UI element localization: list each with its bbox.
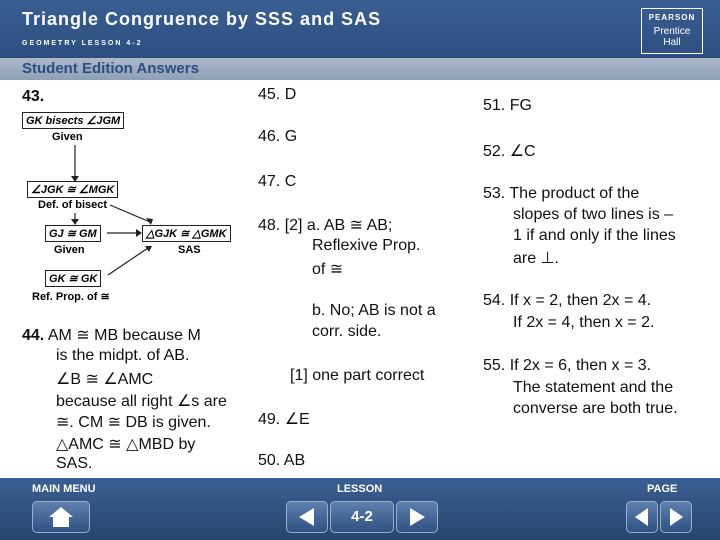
chevron-left-icon (287, 502, 327, 532)
publisher-logo: PEARSON Prentice Hall (641, 8, 703, 54)
answer-45: 45. D (258, 86, 297, 103)
chevron-right-icon (397, 502, 437, 532)
answer-54-line2: If 2x = 4, then x = 2. (513, 314, 655, 331)
chevron-right-icon (661, 502, 691, 532)
chevron-left-icon (627, 502, 657, 532)
page-label: PAGE (647, 483, 678, 495)
lesson-subtitle: GEOMETRY LESSON 4-2 (22, 40, 143, 47)
answer-54-line1: 54. If x = 2, then 2x = 4. (483, 292, 652, 309)
answer-49: 49. ∠E (258, 411, 310, 428)
answer-43-number: 43. (22, 88, 45, 105)
answer-44-line1: 44. AM ≅ MB because M (22, 327, 201, 344)
answer-47: 47. C (258, 173, 297, 190)
answer-44-line4: because all right ∠s are (56, 393, 227, 410)
answer-48-line5: corr. side. (312, 323, 382, 340)
proof-step-angle-congruence: ∠JGK ≅ ∠MGK (27, 181, 118, 198)
answer-44-line6: △AMC ≅ △MBD by (56, 436, 196, 453)
answer-48-line3: of ≅ (312, 261, 344, 278)
page-title: Triangle Congruence by SSS and SAS (22, 9, 382, 29)
answer-48-line6: [1] one part correct (290, 367, 425, 384)
proof-step-triangle-congruence: △GJK ≅ △GMK (142, 225, 231, 242)
proof-step-side-gk: GK ≅ GK (45, 270, 101, 287)
answer-44-line2: is the midpt. of AB. (56, 347, 190, 364)
answer-44-line3: ∠B ≅ ∠AMC (56, 371, 154, 388)
answer-53-line3: 1 if and only if the lines (513, 227, 676, 244)
answer-55-line3: converse are both true. (513, 400, 678, 417)
answer-55-line1: 55. If 2x = 6, then x = 3. (483, 357, 652, 374)
lesson-next-button[interactable] (396, 501, 438, 533)
answer-50: 50. AB (258, 452, 306, 469)
home-button[interactable] (32, 501, 90, 533)
proof-step-given-bisect: GK bisects ∠JGM (22, 112, 124, 129)
answer-48-line1: 48. [2] a. AB ≅ AB; (258, 217, 393, 234)
answer-55-line2: The statement and the (513, 379, 674, 396)
proof-step-side-gj-gm: GJ ≅ GM (45, 225, 101, 242)
answer-51: 51. FG (483, 97, 532, 114)
lesson-number-button[interactable] (330, 501, 394, 533)
proof-reason-sas: SAS (178, 244, 201, 256)
footer-nav (0, 478, 720, 540)
lesson-number: 4-2 (351, 508, 373, 525)
main-menu-label: MAIN MENU (32, 483, 96, 495)
answer-53-line1: 53. The product of the (483, 185, 640, 202)
proof-reason-given-1: Given (52, 131, 83, 143)
answer-53-line2: slopes of two lines is – (513, 206, 674, 223)
answer-44-line7: SAS. (56, 455, 93, 472)
answer-44-line5: ≅. CM ≅ DB is given. (56, 414, 211, 431)
lesson-label: LESSON (337, 483, 383, 495)
answer-48-line4: b. No; AB is not a (312, 302, 436, 319)
proof-reason-def-bisect: Def. of bisect (38, 199, 108, 211)
answer-46: 46. G (258, 128, 298, 145)
proof-reason-reflexive: Ref. Prop. of ≅ (32, 291, 110, 303)
proof-arrows (0, 0, 260, 310)
answer-53-line4: are ⊥. (513, 250, 559, 267)
page-next-button[interactable] (660, 501, 692, 533)
section-label: Student Edition Answers (22, 60, 199, 77)
page-prev-button[interactable] (626, 501, 658, 533)
proof-reason-given-2: Given (54, 244, 85, 256)
answer-52: 52. ∠C (483, 143, 536, 160)
answer-48-line2: Reflexive Prop. (312, 237, 421, 254)
lesson-prev-button[interactable] (286, 501, 328, 533)
home-icon (33, 502, 89, 532)
